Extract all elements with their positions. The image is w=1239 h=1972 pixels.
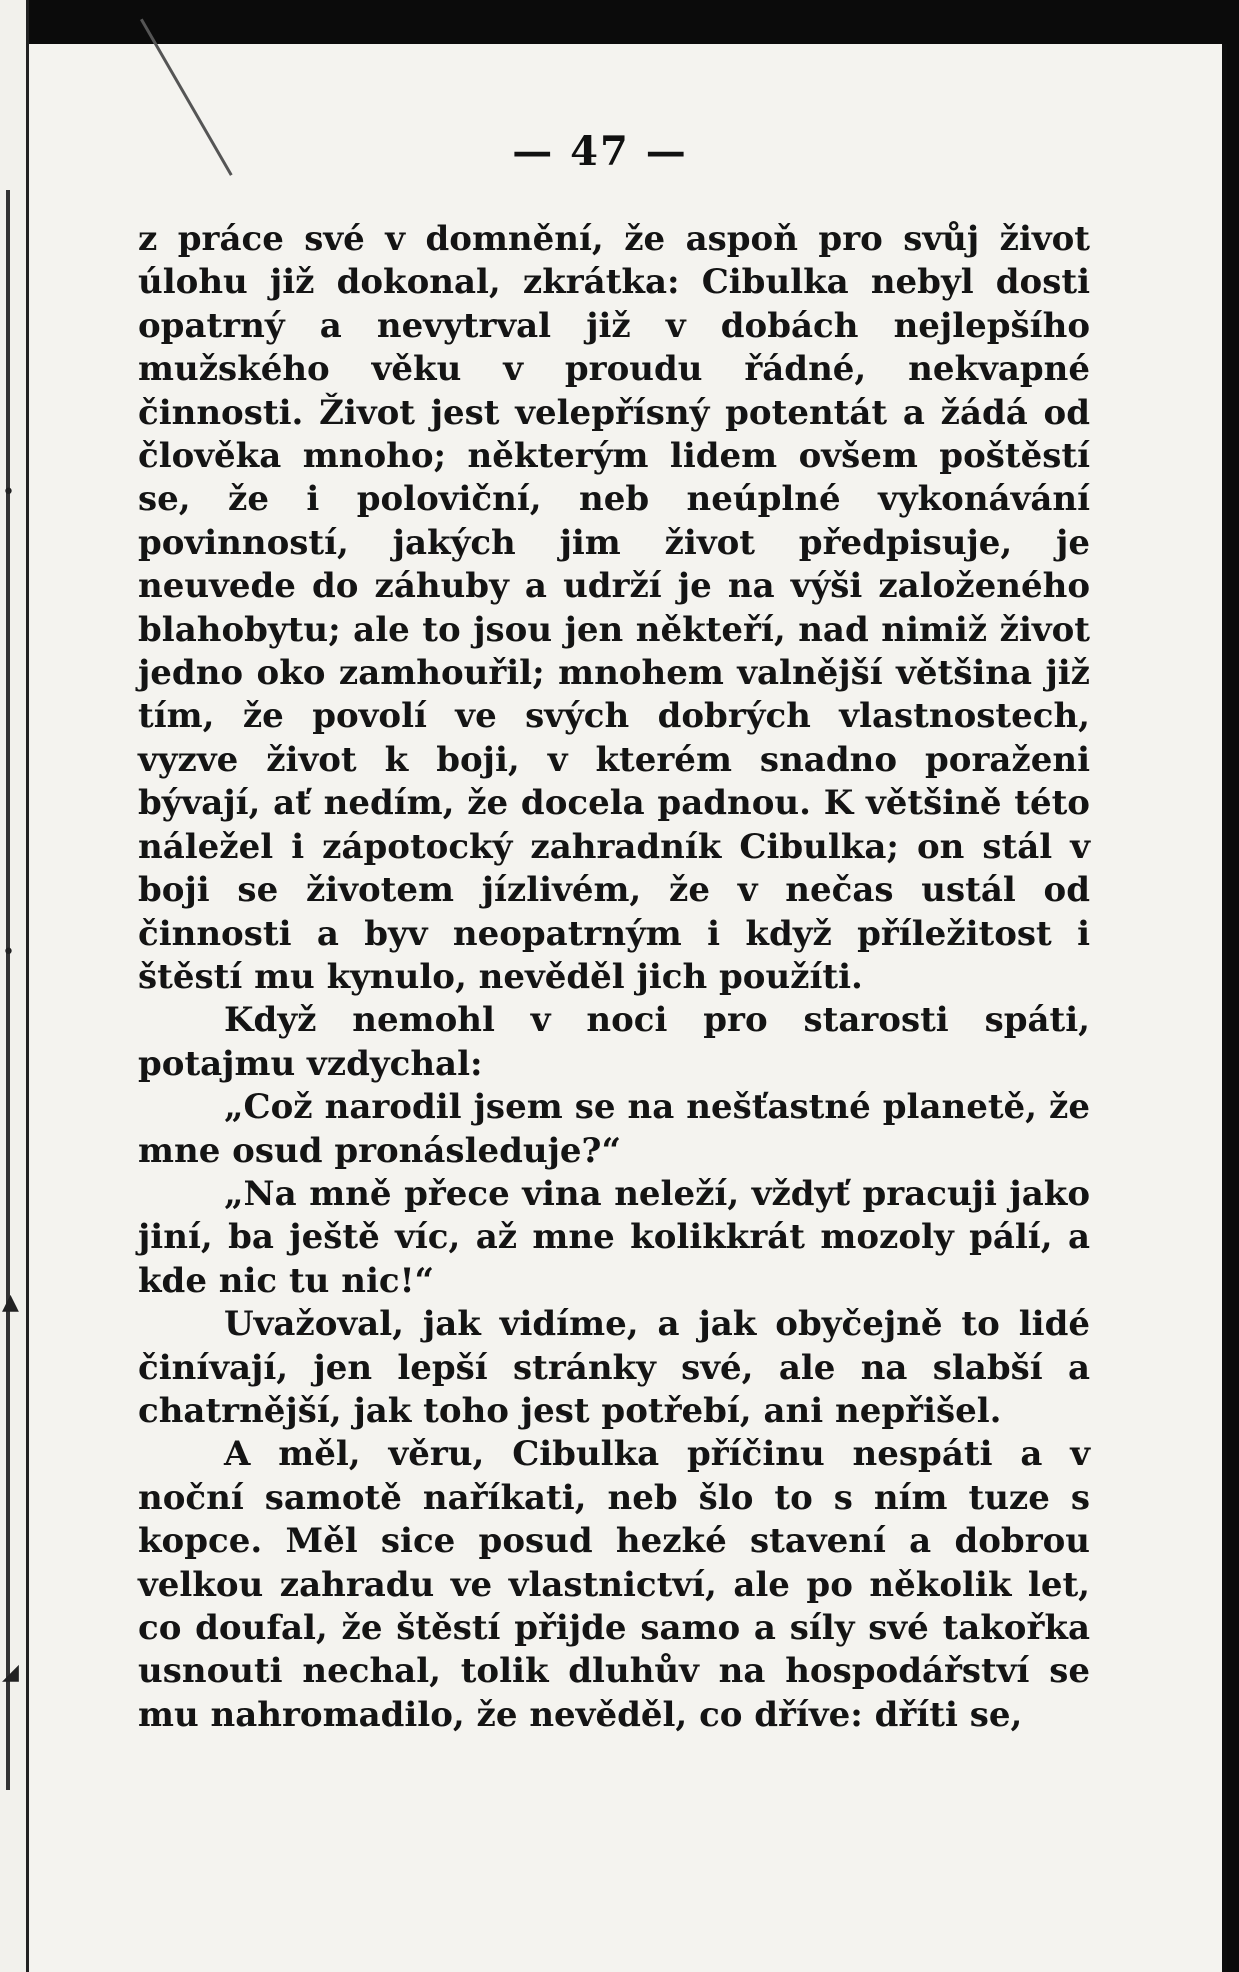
margin-mark-icon: ◢ (2, 1660, 19, 1685)
right-scan-edge (1227, 0, 1239, 1972)
margin-mark-icon: ▲ (2, 1290, 19, 1315)
margin-mark-icon: • (2, 480, 15, 505)
paragraph: „Což narodil jsem se na nešťastné planetě, že mne osud pronásleduje?“ (138, 1087, 1090, 1171)
body-text (138, 218, 1090, 1737)
paragraph: Uvažoval, jak vidíme, a jak obyčejně to lidé činívají, jen lepší stránky své, ale na slabší a chatrnější, jak toho jest potřebí, ani nepřišel. (138, 1304, 1090, 1431)
paragraph: „Na mně přece vina neleží, vždyť pracuji jako jiní, ba ještě víc, až mne kolikkrát mozoly pálí, a kde nic tu nic!“ (138, 1173, 1090, 1301)
paragraph: Když nemohl v noci pro starosti spáti, potajmu vzdychal: (138, 1000, 1090, 1084)
top-scan-shadow (0, 0, 1239, 44)
paragraph: z práce své v domnění, že aspoň pro svůj život úlohu již dokonal, zkrátka: Cibulka nebyl dosti opatrný a nevytrval již v dobách nejlepšího mužského věku v proudu řádné, nekvapné činnosti. Život jest velepřísný potentát a žádá od člověka mnoho; některým lidem ovšem poštěstí se, že i poloviční, neb neúplné vykonávání povinností, jakých jim život předpisuje, je neuvede do záhuby a udrží je na výši založeného blahobytu; ale to jsou jen někteří, nad nimiž život jedno oko zamhouřil; mnohem valnější většina již tím, že povolí ve svých dobrých vlastnostech, vyzve život k boji, v kterém snadno poraženi bývají, ať nedím, že docela padnou. K většině této náležel i zápotocký zahradník Cibulka; on stál v boji se životem jízlivém, že v nečas ustál od činnosti a byv neopatrným i když příležitost i štěstí mu kynulo, nevěděl jich použíti. (138, 219, 1090, 997)
page-number: — 47 — (512, 128, 688, 175)
margin-mark-icon: • (2, 940, 15, 965)
binding-line (6, 190, 10, 1790)
paragraph: A měl, věru, Cibulka příčinu nespáti a v noční samotě naříkati, neb šlo to s ním tuze s kopce. Měl sice posud hezké stavení a dobrou velkou zahradu ve vlastnictví, ale po několik let, co doufal, že štěstí přijde samo a síly své takořka usnouti nechal, tolik dluhův na hospodářství se mu nahromadilo, že nevěděl, co dříve: dříti se, (138, 1434, 1090, 1735)
left-binding-strip (0, 0, 29, 1972)
